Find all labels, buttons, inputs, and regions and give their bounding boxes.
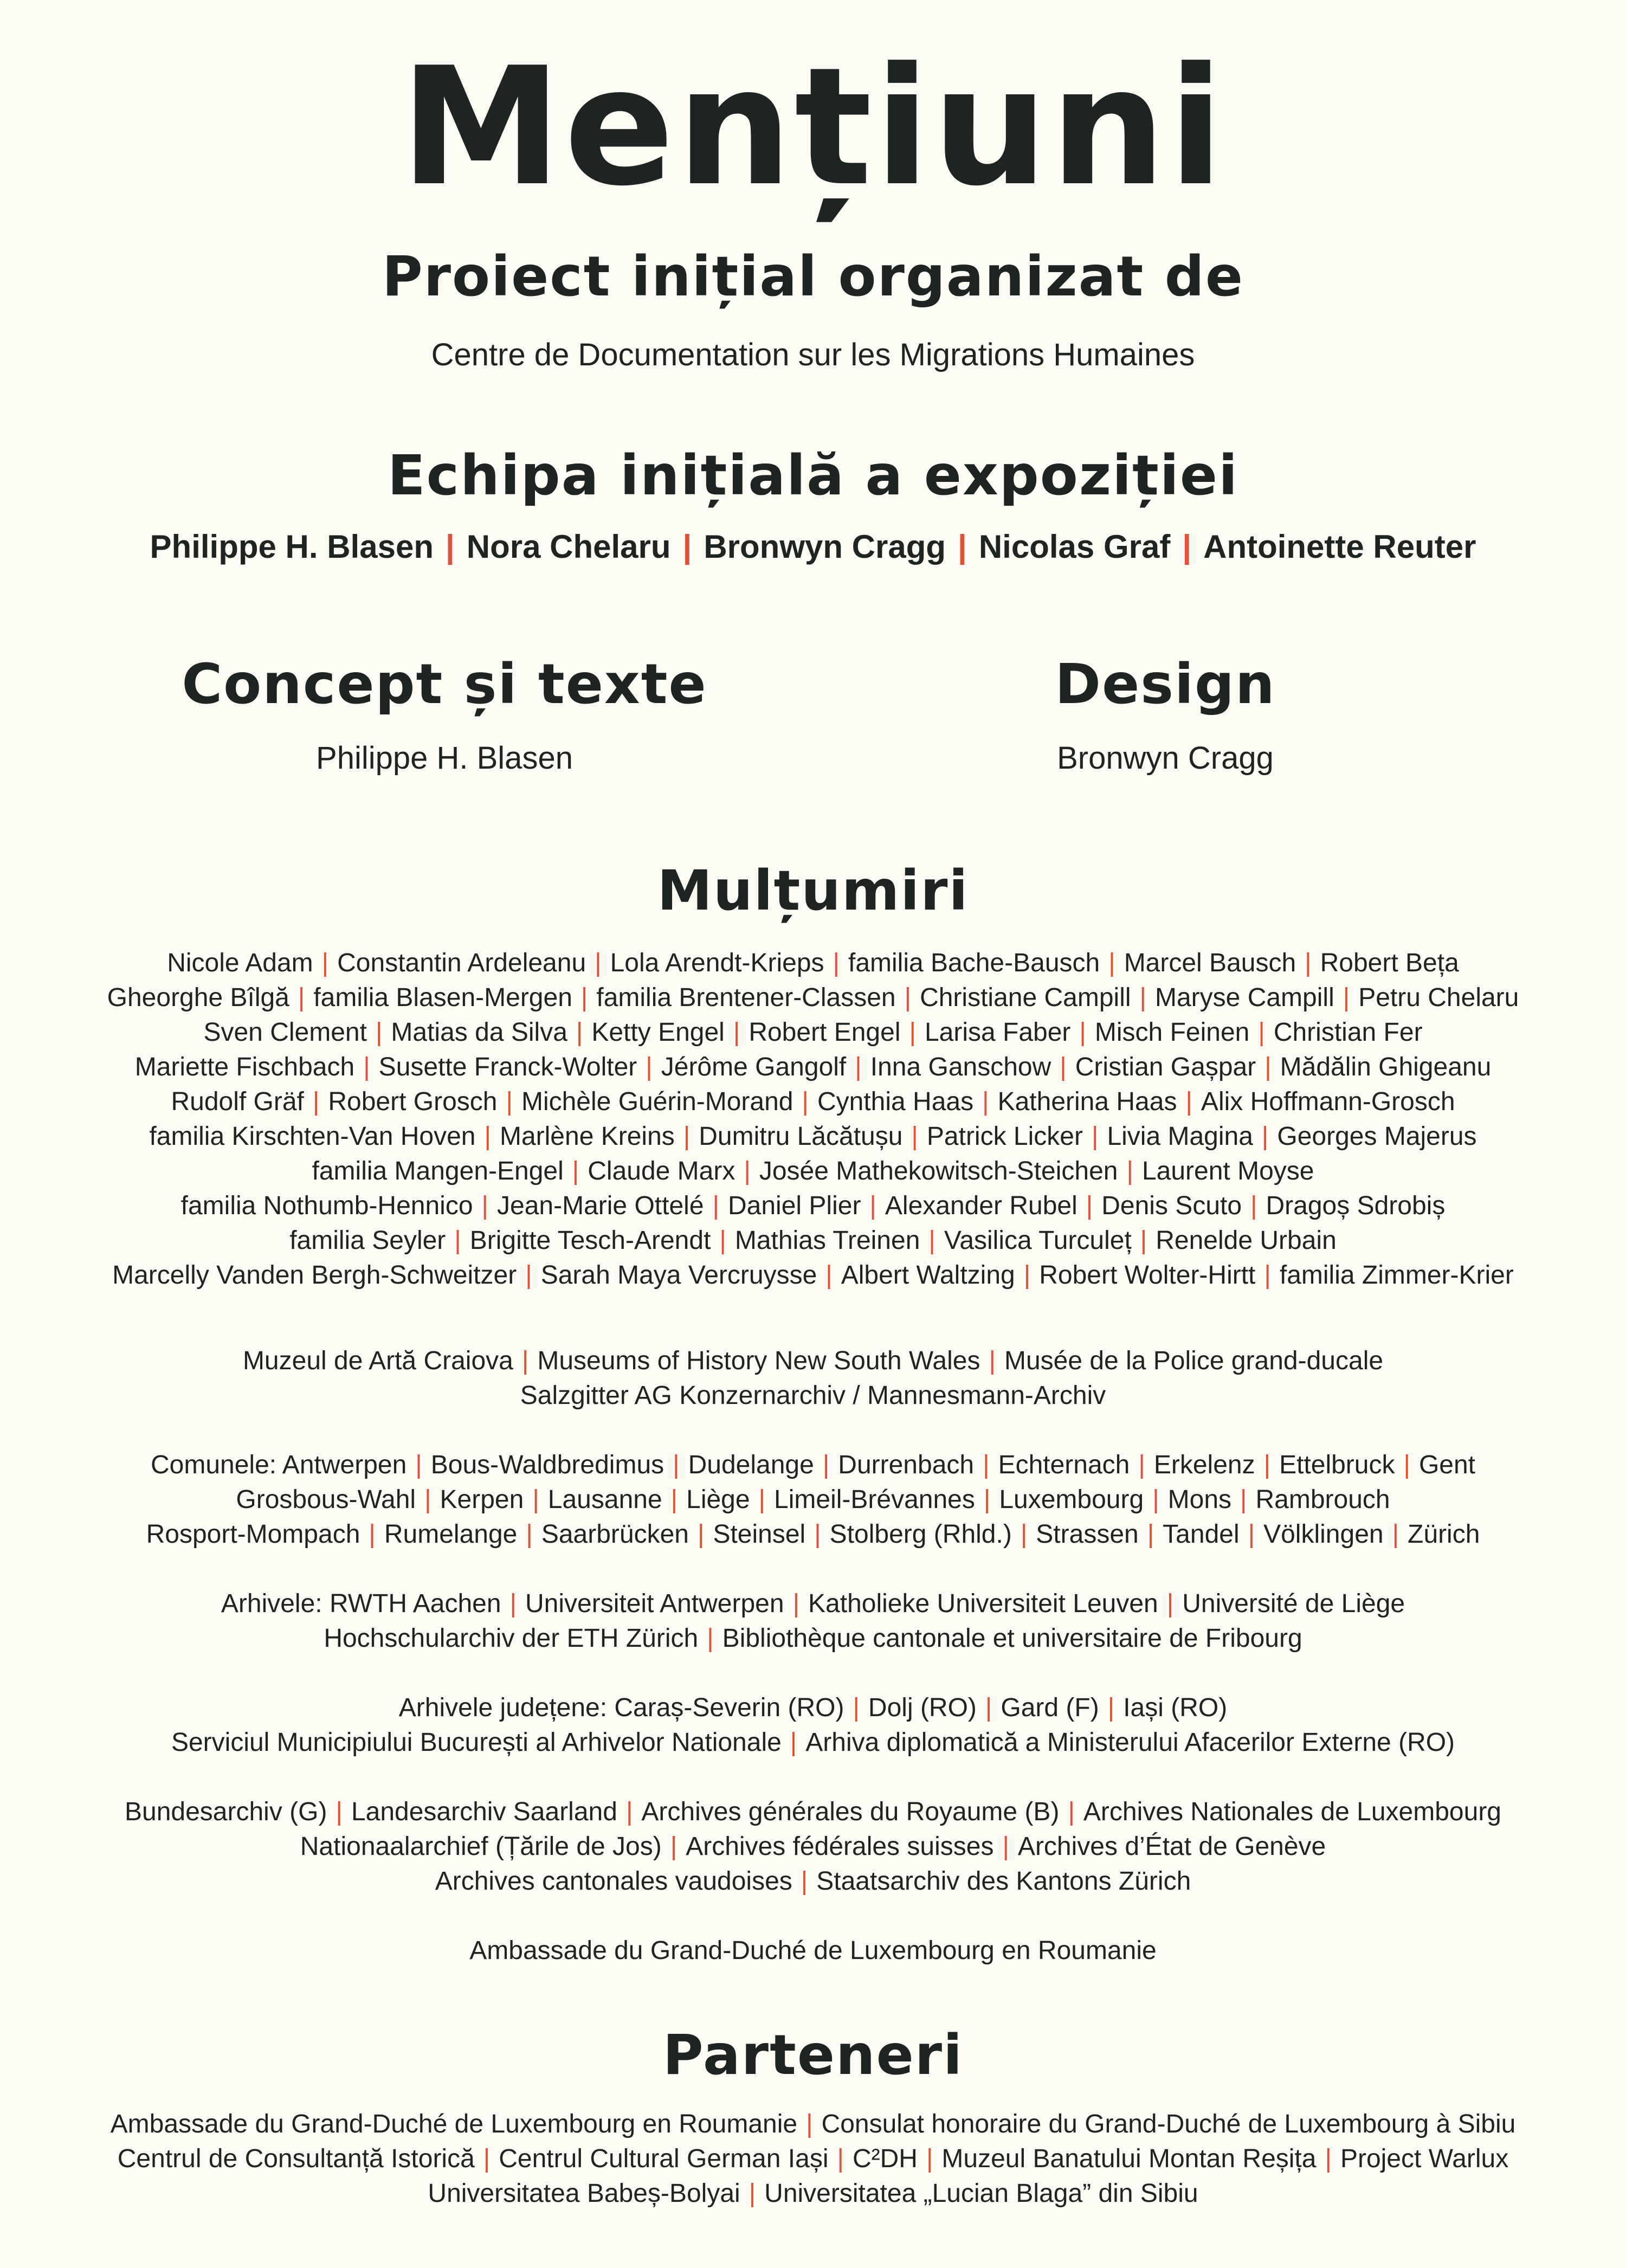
separator: |	[1079, 1018, 1086, 1047]
list-item: Archives Nationales de Luxembourg	[1083, 1797, 1501, 1826]
list-item: Comunele: Antwerpen	[150, 1451, 407, 1479]
list-item: Sarah Maya Vercruysse	[540, 1261, 817, 1290]
list-item: Marcel Bausch	[1124, 949, 1296, 977]
separator: |	[1264, 1053, 1272, 1081]
list-row	[0, 1621, 1626, 1656]
separator: |	[697, 1520, 705, 1549]
list-item: Landesarchiv Saarland	[351, 1797, 617, 1826]
list-item: Rambrouch	[1255, 1485, 1390, 1514]
list-item: Jérôme Gangolf	[661, 1053, 847, 1081]
list-item: Grosbous-Wahl	[236, 1485, 416, 1514]
list-item: Dudelange	[688, 1451, 814, 1479]
separator: |	[1147, 1520, 1154, 1549]
list-item: Susette Franck-Wolter	[378, 1053, 637, 1081]
list-row	[0, 946, 1626, 981]
list-item: Rosport-Mompach	[146, 1520, 360, 1549]
separator: |	[707, 1624, 714, 1653]
list-item: Durrenbach	[838, 1451, 975, 1479]
separator: |	[909, 1018, 916, 1047]
list-item: Archives générales du Royaume (B)	[641, 1797, 1060, 1826]
separator: |	[298, 983, 305, 1012]
thanks-embassy	[0, 1934, 1626, 1968]
separator: |	[1263, 1451, 1271, 1479]
list-row	[0, 1119, 1626, 1154]
list-item: Muzeul Banatului Montan Reșița	[941, 2144, 1317, 2173]
separator: |	[625, 1797, 633, 1826]
list-item: Hochschularchiv der ETH Zürich	[324, 1624, 699, 1653]
separator: |	[312, 1087, 320, 1116]
list-item: Ketty Engel	[591, 1018, 725, 1047]
design-author: Bronwyn Cragg	[1057, 740, 1274, 776]
list-item: Christian Fer	[1273, 1018, 1423, 1047]
separator: |	[801, 1867, 808, 1896]
list-item: Patrick Licker	[926, 1122, 1083, 1151]
separator: |	[1139, 983, 1146, 1012]
list-item: Constantin Ardeleanu	[337, 949, 586, 977]
separator: |	[363, 1053, 370, 1081]
list-row	[0, 1829, 1626, 1864]
separator: |	[670, 1832, 678, 1861]
separator: |	[982, 1087, 989, 1116]
separator: |	[321, 949, 329, 977]
list-item: Alexander Rubel	[885, 1191, 1077, 1220]
list-item: Denis Scuto	[1101, 1191, 1242, 1220]
list-item: Limeil-Brévannes	[774, 1485, 975, 1514]
list-item: C²DH	[852, 2144, 918, 2173]
list-item: Maryse Campill	[1155, 983, 1334, 1012]
separator: |	[506, 1087, 513, 1116]
list-item: Université de Liège	[1182, 1589, 1405, 1618]
list-item: Mădălin Ghigeanu	[1280, 1053, 1492, 1081]
design-heading: Design	[1055, 652, 1276, 717]
separator: |	[825, 1261, 833, 1290]
list-item: Dumitru Lăcătușu	[699, 1122, 903, 1151]
list-item: familia Blasen-Mergen	[313, 983, 572, 1012]
list-item: Luxembourg	[999, 1485, 1144, 1514]
list-item: Universiteit Antwerpen	[525, 1589, 784, 1618]
separator: |	[415, 1451, 422, 1479]
list-item: Claude Marx	[588, 1157, 735, 1185]
list-item: Centrul de Consultanță Istorică	[117, 2144, 475, 2173]
separator: |	[1023, 1261, 1031, 1290]
list-item: Petru Chelaru	[1358, 983, 1519, 1012]
list-item: Marlène Kreins	[499, 1122, 675, 1151]
separator: |	[1060, 1053, 1067, 1081]
separator: |	[1020, 1520, 1028, 1549]
list-row	[0, 1483, 1626, 1517]
list-item: Vasilica Turculeț	[944, 1226, 1132, 1255]
list-item: Gard (F)	[1001, 1693, 1099, 1722]
list-item: Nora Chelaru	[466, 529, 671, 565]
list-item: Bundesarchiv (G)	[124, 1797, 327, 1826]
list-item: Salzgitter AG Konzernarchiv / Mannesmann-Archiv	[520, 1381, 1106, 1410]
separator: |	[989, 1346, 996, 1375]
separator: |	[928, 1226, 935, 1255]
separator: |	[855, 1053, 862, 1081]
list-item: Bronwyn Cragg	[704, 529, 946, 565]
list-item: familia Seyler	[289, 1226, 446, 1255]
list-item: Centrul Cultural German Iași	[499, 2144, 829, 2173]
separator: |	[576, 1018, 583, 1047]
list-item: Katherina Haas	[997, 1087, 1177, 1116]
separator: |	[911, 1122, 918, 1151]
list-item: Robert Grosch	[328, 1087, 498, 1116]
separator: |	[1248, 1520, 1255, 1549]
separator: |	[1403, 1451, 1410, 1479]
list-item: Michèle Guérin-Morand	[521, 1087, 793, 1116]
list-row	[0, 1725, 1626, 1760]
separator: |	[595, 949, 602, 977]
separator: |	[833, 949, 840, 977]
list-row	[0, 981, 1626, 1015]
separator: |	[1305, 949, 1312, 977]
separator: |	[1258, 1018, 1265, 1047]
thanks-heading: Mulțumiri	[657, 859, 969, 923]
thanks-county-archives	[0, 1691, 1626, 1760]
list-item: familia Nothumb-Hennico	[180, 1191, 473, 1220]
list-item: Bous-Waldbredimus	[430, 1451, 664, 1479]
team-heading: Echipa inițială a expoziției	[387, 443, 1239, 508]
list-item: familia Mangen-Engel	[312, 1157, 564, 1185]
list-row	[0, 2107, 1626, 2142]
list-item: Ettelbruck	[1279, 1451, 1395, 1479]
separator: |	[822, 1451, 830, 1479]
separator: |	[806, 2110, 813, 2138]
separator: |	[1250, 1191, 1257, 1220]
team-members	[0, 528, 1626, 565]
separator: |	[790, 1728, 797, 1757]
separator: |	[1107, 1693, 1115, 1722]
list-item: Zürich	[1408, 1520, 1480, 1549]
separator: |	[1343, 983, 1350, 1012]
list-item: Livia Magina	[1107, 1122, 1253, 1151]
list-item: Renelde Urbain	[1156, 1226, 1337, 1255]
separator: |	[670, 1485, 678, 1514]
list-item: Robert Engel	[749, 1018, 901, 1047]
separator: |	[572, 1157, 579, 1185]
list-item: Robert Wolter-Hirtt	[1039, 1261, 1256, 1290]
list-item: Brigitte Tesch-Arendt	[469, 1226, 711, 1255]
separator: |	[1392, 1520, 1399, 1549]
concept-heading: Concept și texte	[182, 652, 707, 717]
list-item: Jean-Marie Ottelé	[497, 1191, 704, 1220]
list-item: Georges Majerus	[1277, 1122, 1477, 1151]
thanks-museums	[0, 1344, 1626, 1413]
separator: |	[454, 1226, 461, 1255]
list-item: Project Warlux	[1340, 2144, 1509, 2173]
separator: |	[1068, 1797, 1075, 1826]
list-row	[0, 1691, 1626, 1725]
separator: |	[1185, 1087, 1192, 1116]
list-row	[0, 1517, 1626, 1552]
list-item: Marcelly Vanden Bergh-Schweitzer	[112, 1261, 517, 1290]
separator: |	[673, 1451, 680, 1479]
separator: |	[983, 1485, 991, 1514]
partners-heading: Parteneri	[662, 2023, 964, 2087]
separator: |	[744, 1157, 751, 1185]
list-item: Tandel	[1163, 1520, 1240, 1549]
separator: |	[1108, 949, 1115, 977]
list-item: familia Bache-Bausch	[848, 949, 1100, 977]
list-item: Consulat honoraire du Grand-Duché de Luxembourg à Sibiu	[821, 2110, 1516, 2138]
separator: |	[1261, 1122, 1269, 1151]
list-item: Iași (RO)	[1123, 1693, 1228, 1722]
list-item: Universitatea Babeș-Bolyai	[428, 2179, 740, 2208]
list-item: Liège	[686, 1485, 750, 1514]
separator: |	[733, 1018, 740, 1047]
list-item: Staatsarchiv des Kantons Zürich	[816, 1867, 1191, 1896]
separator: |	[1086, 1191, 1093, 1220]
separator: |	[683, 1122, 691, 1151]
list-row	[0, 1085, 1626, 1119]
list-item: Bibliothèque cantonale et universitaire de Fribourg	[722, 1624, 1302, 1653]
list-item: Katholieke Universiteit Leuven	[808, 1589, 1158, 1618]
list-item: Erkelenz	[1153, 1451, 1255, 1479]
list-item: Mariette Fischbach	[134, 1053, 355, 1081]
separator: |	[1240, 1485, 1247, 1514]
thanks-national-archives	[0, 1795, 1626, 1899]
concept-author: Philippe H. Blasen	[316, 740, 573, 776]
list-item: Saarbrücken	[541, 1520, 689, 1549]
list-item: Ambassade du Grand-Duché de Luxembourg en Roumanie	[469, 1936, 1157, 1965]
separator: |	[837, 2144, 844, 2173]
list-row	[0, 1448, 1626, 1483]
list-item: Musée de la Police grand-ducale	[1004, 1346, 1384, 1375]
thanks-archives	[0, 1587, 1626, 1656]
list-item: Archives fédérales suisses	[686, 1832, 994, 1861]
list-item: Museums of History New South Wales	[537, 1346, 980, 1375]
separator: |	[958, 529, 967, 565]
list-item: Völklingen	[1263, 1520, 1384, 1549]
list-row	[0, 1189, 1626, 1223]
separator: |	[1182, 529, 1192, 565]
separator: |	[814, 1520, 821, 1549]
separator: |	[532, 1485, 539, 1514]
list-item: Dolj (RO)	[868, 1693, 977, 1722]
separator: |	[802, 1087, 809, 1116]
thanks-people	[0, 946, 1626, 1293]
separator: |	[424, 1485, 431, 1514]
list-item: Philippe H. Blasen	[150, 529, 434, 565]
separator: |	[792, 1589, 800, 1618]
separator: |	[484, 1122, 491, 1151]
list-item: Mons	[1167, 1485, 1232, 1514]
list-item: Serviciul Municipiului București al Arhivelor Nationale	[171, 1728, 782, 1757]
list-row	[0, 1154, 1626, 1189]
list-item: Archives d’État de Genève	[1017, 1832, 1326, 1861]
list-item: Inna Ganschow	[870, 1053, 1051, 1081]
list-item: Larisa Faber	[924, 1018, 1071, 1047]
partners-list	[0, 2107, 1626, 2211]
separator: |	[1126, 1157, 1133, 1185]
separator: |	[526, 1520, 533, 1549]
list-item: Echternach	[998, 1451, 1130, 1479]
list-item: Cristian Gașpar	[1075, 1053, 1256, 1081]
list-item: Lausanne	[547, 1485, 662, 1514]
list-row	[0, 1344, 1626, 1378]
list-item: Gheorghe Bîlgă	[107, 983, 289, 1012]
list-item: Arhivele: RWTH Aachen	[221, 1589, 501, 1618]
separator: |	[483, 2144, 491, 2173]
separator: |	[869, 1191, 876, 1220]
list-row	[0, 1934, 1626, 1968]
separator: |	[758, 1485, 766, 1514]
list-row	[0, 1587, 1626, 1621]
list-item: Rudolf Gräf	[171, 1087, 304, 1116]
list-item: Strassen	[1036, 1520, 1139, 1549]
list-row	[0, 2142, 1626, 2176]
list-row	[0, 1795, 1626, 1829]
separator: |	[719, 1226, 726, 1255]
separator: |	[369, 1520, 376, 1549]
list-item: Laurent Moyse	[1141, 1157, 1314, 1185]
separator: |	[985, 1693, 992, 1722]
list-row	[0, 2176, 1626, 2211]
separator: |	[904, 983, 912, 1012]
list-item: Rumelange	[384, 1520, 518, 1549]
separator: |	[580, 983, 588, 1012]
separator: |	[1140, 1226, 1147, 1255]
list-item: Sven Clement	[203, 1018, 367, 1047]
list-item: Nationaalarchief (Țările de Jos)	[300, 1832, 662, 1861]
list-item: Josée Mathekowitsch-Steichen	[759, 1157, 1118, 1185]
list-item: Matias da Silva	[391, 1018, 567, 1047]
organizer-name: Centre de Documentation sur les Migrations Humaines	[431, 337, 1195, 372]
list-item: Universitatea „Lucian Blaga” din Sibiu	[764, 2179, 1198, 2208]
thanks-communes	[0, 1448, 1626, 1552]
separator: |	[525, 1261, 532, 1290]
separator: |	[1138, 1451, 1145, 1479]
list-item: Cynthia Haas	[817, 1087, 974, 1116]
list-item: Robert Bețа	[1320, 949, 1459, 977]
list-item: Albert Waltzing	[841, 1261, 1015, 1290]
list-item: Steinsel	[713, 1520, 806, 1549]
list-item: Mathias Treinen	[734, 1226, 920, 1255]
list-item: Gent	[1418, 1451, 1476, 1479]
separator: |	[712, 1191, 719, 1220]
list-item: Stolberg (Rhld.)	[829, 1520, 1012, 1549]
separator: |	[983, 1451, 990, 1479]
separator: |	[853, 1693, 860, 1722]
list-item: Dragoș Sdrobiș	[1266, 1191, 1446, 1220]
separator: |	[1325, 2144, 1332, 2173]
list-item: Antoinette Reuter	[1203, 529, 1476, 565]
separator: |	[445, 529, 455, 565]
separator: |	[1002, 1832, 1009, 1861]
list-row	[0, 1050, 1626, 1085]
list-item: Arhivele județene: Caraș-Severin (RO)	[398, 1693, 844, 1722]
list-row	[0, 1378, 1626, 1413]
separator: |	[926, 2144, 933, 2173]
list-item: Christiane Campill	[920, 983, 1131, 1012]
list-item: Daniel Plier	[727, 1191, 861, 1220]
organized-heading: Proiect inițial organizat de	[382, 244, 1244, 309]
list-item: Nicole Adam	[167, 949, 313, 977]
separator: |	[682, 529, 692, 565]
separator: |	[509, 1589, 517, 1618]
separator: |	[335, 1797, 343, 1826]
list-item: familia Zimmer-Krier	[1279, 1261, 1514, 1290]
separator: |	[521, 1346, 529, 1375]
list-row	[0, 1258, 1626, 1293]
separator: |	[375, 1018, 383, 1047]
list-item: Alix Hoffmann-Grosch	[1201, 1087, 1455, 1116]
list-item: Muzeul de Artă Craiova	[242, 1346, 513, 1375]
separator: |	[1264, 1261, 1271, 1290]
list-item: Ambassade du Grand-Duché de Luxembourg en Roumanie	[110, 2110, 798, 2138]
list-item: Kerpen	[440, 1485, 524, 1514]
separator: |	[1152, 1485, 1159, 1514]
list-item: familia Kirschten-Van Hoven	[149, 1122, 476, 1151]
separator: |	[1091, 1122, 1099, 1151]
separator: |	[646, 1053, 653, 1081]
list-item: Misch Feinen	[1094, 1018, 1250, 1047]
separator: |	[749, 2179, 756, 2208]
separator: |	[481, 1191, 489, 1220]
page-title: Mențiuni	[400, 33, 1226, 222]
list-item: Arhiva diplomatică a Ministerului Afacerilor Externe (RO)	[805, 1728, 1455, 1757]
list-row	[0, 1864, 1626, 1899]
list-item: Archives cantonales vaudoises	[435, 1867, 792, 1896]
list-row	[0, 1223, 1626, 1258]
list-item: Lola Arendt-Krieps	[610, 949, 824, 977]
separator: |	[1166, 1589, 1174, 1618]
list-row	[0, 1015, 1626, 1050]
list-item: familia Brentener-Classen	[596, 983, 896, 1012]
list-item: Nicolas Graf	[978, 529, 1171, 565]
